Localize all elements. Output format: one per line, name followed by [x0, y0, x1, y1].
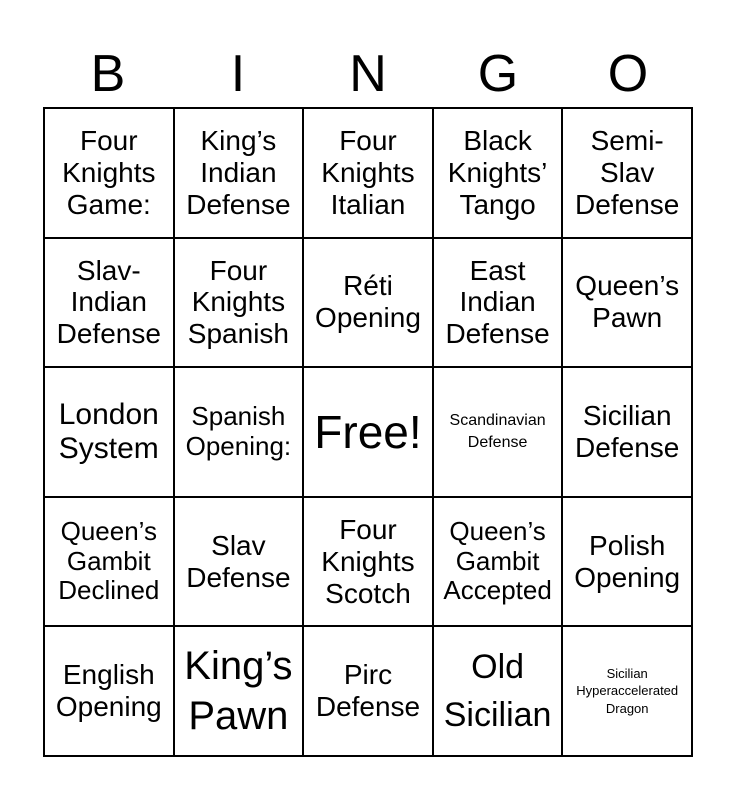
- bingo-cell[interactable]: Four Knights Italian: [303, 108, 433, 238]
- bingo-cell[interactable]: Semi- Slav Defense: [562, 108, 692, 238]
- header-letter-n: N: [349, 45, 387, 103]
- bingo-cell[interactable]: Black Knights’ Tango: [433, 108, 563, 238]
- bingo-cell[interactable]: Queen’s Gambit Accepted: [433, 497, 563, 627]
- bingo-cell[interactable]: Four Knights Game:: [44, 108, 174, 238]
- header-letter-b: B: [90, 45, 126, 103]
- bingo-card-grid: [43, 107, 693, 757]
- bingo-cell[interactable]: Queen’s Pawn: [562, 238, 692, 368]
- bingo-cell[interactable]: Réti Opening: [303, 238, 433, 368]
- bingo-cell[interactable]: Slav Defense: [174, 497, 304, 627]
- bingo-cell[interactable]: King’s Indian Defense: [174, 108, 304, 238]
- bingo-cell[interactable]: Slav- Indian Defense: [44, 238, 174, 368]
- bingo-cell[interactable]: Scandinavian Defense: [433, 367, 563, 497]
- bingo-cell[interactable]: Sicilian Hyperaccelerated Dragon: [562, 626, 692, 756]
- header-letter-g: G: [477, 45, 519, 103]
- bingo-cell[interactable]: Polish Opening: [562, 497, 692, 627]
- bingo-cell[interactable]: Four Knights Spanish: [174, 238, 304, 368]
- bingo-header: [43, 40, 693, 108]
- bingo-cell[interactable]: Spanish Opening:: [174, 367, 304, 497]
- bingo-cell[interactable]: Pirc Defense: [303, 626, 433, 756]
- bingo-cell[interactable]: East Indian Defense: [433, 238, 563, 368]
- bingo-cell[interactable]: London System: [44, 367, 174, 497]
- bingo-cell[interactable]: King’s Pawn: [174, 626, 304, 756]
- bingo-cell[interactable]: English Opening: [44, 626, 174, 756]
- bingo-cell[interactable]: Four Knights Scotch: [303, 497, 433, 627]
- bingo-cell[interactable]: Queen’s Gambit Declined: [44, 497, 174, 627]
- free-space-cell[interactable]: Free!: [303, 367, 433, 497]
- bingo-cell[interactable]: Sicilian Defense: [562, 367, 692, 497]
- header-letter-i: I: [230, 45, 246, 103]
- header-letter-o: O: [607, 45, 649, 103]
- bingo-cell[interactable]: Old Sicilian: [433, 626, 563, 756]
